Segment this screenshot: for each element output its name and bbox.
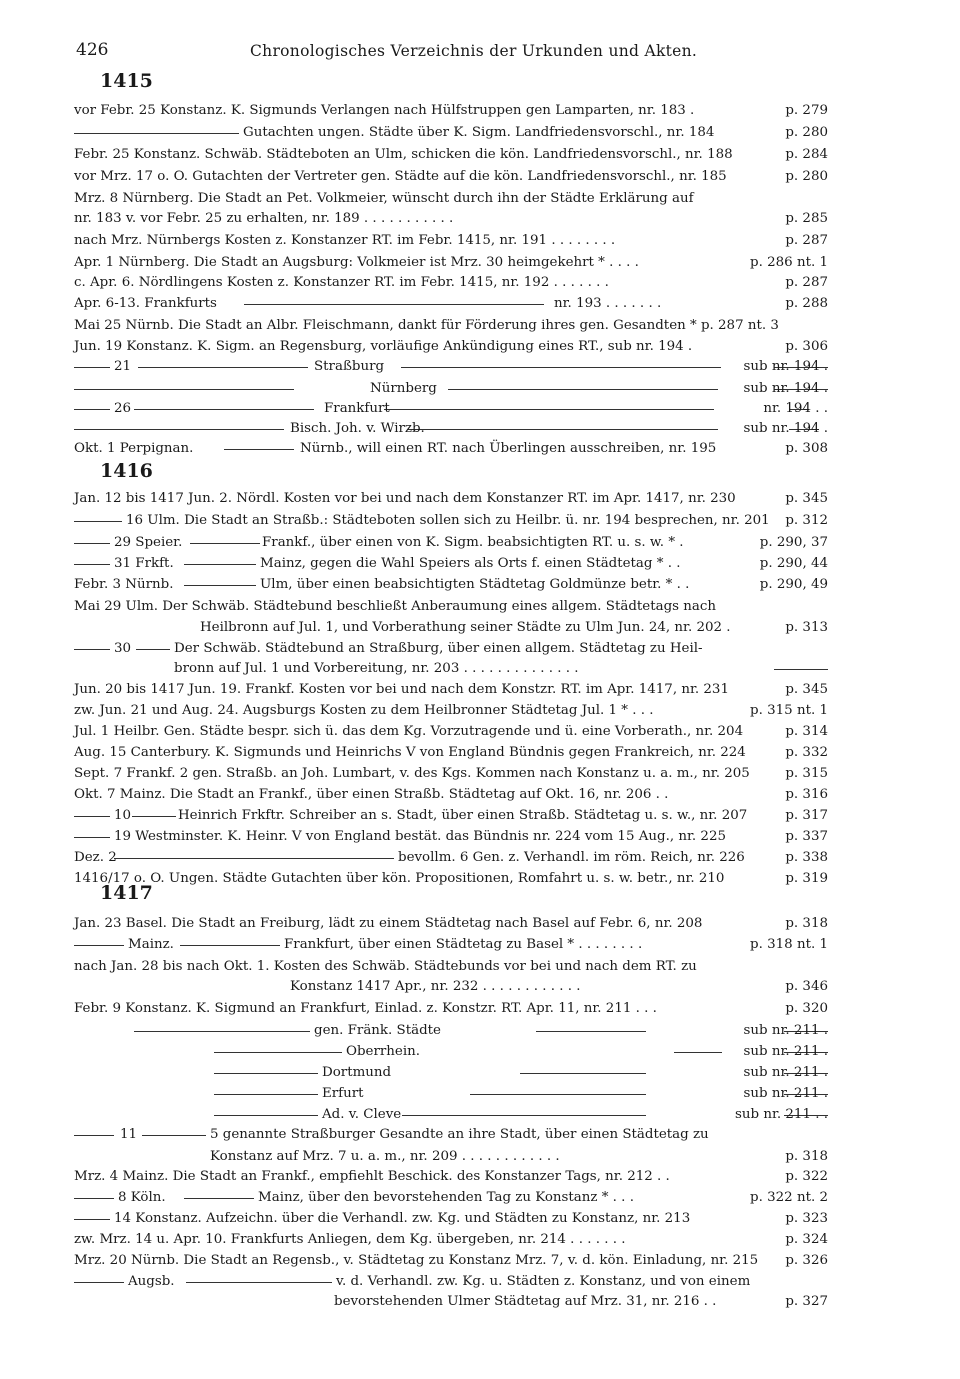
- entry-line: [74, 144, 828, 165]
- entry-line: [74, 913, 828, 934]
- entry-line: [74, 1124, 828, 1145]
- page-reference: p. 280: [785, 169, 828, 184]
- entry-text: Mai 29 Ulm. Der Schwäb. Städtebund beschließt Anberaumung eines allgem. Städtetags nach: [74, 599, 717, 614]
- entry-line: [74, 805, 828, 826]
- entry-continuation: Erfurt: [322, 1086, 364, 1101]
- entry-continuation: 5 genannte Straßburger Gesandte an ihre Stadt, über einen Städtetag zu: [210, 1127, 709, 1142]
- entry-line: [74, 976, 828, 997]
- entry-continuation: Nürnberg: [370, 381, 437, 396]
- entry-text: Konstanz 1417 Apr., nr. 232 . . . . . . . . . . . .: [290, 979, 581, 994]
- entry-text: Mrz. 20 Nürnb. Die Stadt an Regensb., v. Städtetag zu Konstanz Mrz. 7, v. d. kön. Einladung, nr. 215: [74, 1253, 759, 1268]
- entry-line: [74, 1083, 828, 1104]
- page-reference: p. 313: [785, 620, 828, 635]
- entry-text: Mrz. 8 Nürnberg. Die Stadt an Pet. Volkmeier, wünscht durch ihn der Städte Erklärung auf: [74, 191, 694, 206]
- entry-continuation: Dortmund: [322, 1065, 392, 1080]
- ditto-dash: [74, 521, 122, 522]
- ditto-dash: [74, 133, 239, 134]
- ditto-dash: [74, 945, 124, 946]
- page-reference: p. 308: [785, 441, 828, 456]
- page-reference: p. 322 nt. 2: [750, 1190, 828, 1205]
- page-reference: p. 324: [785, 1232, 828, 1247]
- ditto-dash: [520, 1073, 646, 1074]
- page-reference: p. 338: [785, 850, 828, 865]
- entry-line: [74, 272, 828, 293]
- entry-line: [74, 315, 828, 336]
- entry-text: Dez. 2: [74, 850, 117, 865]
- page-reference: sub nr. 194 .: [743, 421, 828, 436]
- page-reference: p. 337: [785, 829, 828, 844]
- entry-text: 30: [114, 641, 132, 656]
- page-reference: sub nr. 211 . .: [735, 1107, 828, 1122]
- entry-continuation: Frankf., über einen von K. Sigm. beabsichtigten RT. u. s. w. * .: [262, 535, 684, 550]
- ditto-dash: [74, 564, 110, 565]
- ditto-dash: [470, 1094, 646, 1095]
- entry-continuation: nr. 193 . . . . . . .: [554, 296, 662, 311]
- ditto-dash: [674, 1052, 722, 1053]
- ditto-dash: [401, 367, 721, 368]
- entry-line: [74, 438, 828, 459]
- entry-continuation: Mainz, gegen die Wahl Speiers als Orts f. einen Städtetag * . .: [260, 556, 681, 571]
- entry-text: Heilbronn auf Jul. 1, und Vorberathung seiner Städte zu Ulm Jun. 24, nr. 202 .: [200, 620, 731, 635]
- page-reference: p. 323: [785, 1211, 828, 1226]
- ditto-dash: [244, 304, 544, 305]
- entry-line: [74, 679, 828, 700]
- entry-text: Sept. 7 Frankf. 2 gen. Straßb. an Joh. Lumbart, v. des Kgs. Kommen nach Konstanz u. a. m., nr. 205: [74, 766, 750, 781]
- entry-text: vor Febr. 25 Konstanz. K. Sigmunds Verlangen nach Hülfstruppen gen Lamparten, nr. 183 .: [74, 103, 695, 118]
- page-reference: p. 286 nt. 1: [750, 255, 828, 270]
- entry-line: [74, 596, 828, 617]
- entry-line: [74, 826, 828, 847]
- ditto-dash: [74, 1198, 114, 1199]
- entry-text: zw. Jun. 21 und Aug. 24. Augsburgs Kosten zu dem Heilbronner Städtetag Jul. 1 * . . .: [74, 703, 654, 718]
- entry-line: [74, 847, 828, 868]
- entry-text: Jan. 12 bis 1417 Jun. 2. Nördl. Kosten vor bei und nach dem Konstanzer RT. im Apr. 1417, nr. 230: [74, 491, 736, 506]
- entry-text: Augsb.: [128, 1274, 175, 1289]
- entry-line: [74, 1291, 828, 1312]
- ditto-dash: [186, 1282, 332, 1283]
- entry-text: Jun. 20 bis 1417 Jun. 19. Frankf. Kosten vor bei und nach dem Konstzr. RT. im Apr. 1417, nr. 231: [74, 682, 729, 697]
- page-reference: p. 290, 49: [759, 577, 828, 592]
- entry-line: [74, 532, 828, 553]
- entry-text: Mrz. 4 Mainz. Die Stadt an Frankf., empfiehlt Beschick. des Konstanzer Tags, nr. 212 . .: [74, 1169, 670, 1184]
- page-reference: p. 279: [785, 103, 828, 118]
- entry-continuation: Frankfurt: [324, 401, 390, 416]
- ditto-dash: [214, 1073, 318, 1074]
- ditto-dash: [74, 543, 110, 544]
- entry-line: [74, 658, 828, 679]
- ditto-dash: [536, 1031, 646, 1032]
- ditto-dash: [74, 1282, 124, 1283]
- page-reference: p. 290, 37: [759, 535, 828, 550]
- entry-continuation: v. d. Verhandl. zw. Kg. u. Städten z. Konstanz, und von einem: [336, 1274, 751, 1289]
- entry-text: Konstanz auf Mrz. 7 u. a. m., nr. 209 . . . . . . . . . . . .: [210, 1149, 560, 1164]
- page-reference: sub nr. 211 .: [743, 1044, 828, 1059]
- entry-text: nach Jan. 28 bis nach Okt. 1. Kosten des Schwäb. Städtebunds vor bei und nach dem RT. zu: [74, 959, 697, 974]
- page-reference: p. 346: [785, 979, 828, 994]
- page-reference: p. 316: [785, 787, 828, 802]
- ditto-dash: [384, 409, 714, 410]
- entry-line: [74, 378, 828, 399]
- page-reference: p. 318 nt. 1: [750, 937, 828, 952]
- running-title: Chronologisches Verzeichnis der Urkunden und Akten.: [250, 42, 698, 60]
- entry-continuation: bevollm. 6 Gen. z. Verhandl. im röm. Reich, nr. 226: [398, 850, 745, 865]
- page-reference: p. 327: [785, 1294, 828, 1309]
- ditto-dash: [134, 1031, 310, 1032]
- page-reference: p. 285: [785, 211, 828, 226]
- entry-text: 21: [114, 359, 132, 374]
- ditto-dash: [408, 429, 718, 430]
- entry-line: [74, 721, 828, 742]
- entry-text: 11: [120, 1127, 138, 1142]
- entry-line: [74, 1062, 828, 1083]
- entry-line: [74, 418, 828, 439]
- entry-line: [74, 336, 828, 357]
- ditto-dash: [74, 367, 110, 368]
- entry-line: [74, 1229, 828, 1250]
- ditto-dash: [74, 649, 110, 650]
- entry-continuation: Bisch. Joh. v. Wirzb.: [290, 421, 425, 436]
- entry-text: Febr. 25 Konstanz. Schwäb. Städteboten an Ulm, schicken die kön. Landfriedensvorschl., nr. 188: [74, 147, 733, 162]
- entry-line: [74, 1187, 828, 1208]
- entry-line: [74, 1208, 828, 1229]
- page-reference: p. 320: [785, 1001, 828, 1016]
- entry-line: [74, 868, 828, 889]
- ditto-dash: [214, 1115, 318, 1116]
- entry-line: [74, 1104, 828, 1125]
- page-reference: sub nr. 211 .: [743, 1065, 828, 1080]
- page-reference: p. 288: [785, 296, 828, 311]
- page-reference: sub nr. 194 .: [743, 359, 828, 374]
- entry-text: c. Apr. 6. Nördlingens Kosten z. Konstanzer RT. im Febr. 1415, nr. 192 . . . . . . .: [74, 275, 609, 290]
- entry-text: vor Mrz. 17 o. O. Gutachten der Vertreter gen. Städte auf die kön. Landfriedensvorschl., nr. 185: [74, 169, 727, 184]
- entry-line: [74, 998, 828, 1019]
- ditto-dash: [132, 816, 176, 817]
- entry-continuation: Frankfurt, über einen Städtetag zu Basel * . . . . . . . .: [284, 937, 643, 952]
- entry-text: 31 Frkft.: [114, 556, 174, 571]
- entry-text: Jul. 1 Heilbr. Gen. Städte bespr. sich ü. das dem Kg. Vorzutragende und ü. eine Vorberath., nr. 204: [74, 724, 744, 739]
- page-reference: p. 318: [785, 1149, 828, 1164]
- ditto-dash: [74, 409, 110, 410]
- entry-line: [74, 100, 828, 121]
- entry-text: Jun. 19 Konstanz. K. Sigm. an Regensburg, vorläufige Ankündigung eines RT., sub nr. 194 .: [74, 339, 693, 354]
- page-reference: sub nr. 211 .: [743, 1023, 828, 1038]
- ditto-dash: [74, 837, 110, 838]
- ditto-dash: [134, 409, 314, 410]
- page-reference: p. 312: [785, 513, 828, 528]
- entry-line: [74, 1041, 828, 1062]
- entry-continuation: gen. Fränk. Städte: [314, 1023, 441, 1038]
- entry-text: zw. Mrz. 14 u. Apr. 10. Frankfurts Anliegen, dem Kg. übergeben, nr. 214 . . . . . . .: [74, 1232, 626, 1247]
- entry-text: 1416/17 o. O. Ungen. Städte Gutachten über kön. Propositionen, Romfahrt u. s. w. betr., nr. 210: [74, 871, 725, 886]
- page-reference: p. 306: [785, 339, 828, 354]
- entry-line: [74, 488, 828, 509]
- entry-continuation: Straßburg: [314, 359, 385, 374]
- page-reference: sub nr. 211 .: [743, 1086, 828, 1101]
- entry-line: [74, 700, 828, 721]
- entry-line: [74, 956, 828, 977]
- year-heading: 1417: [100, 882, 153, 904]
- entry-line: [74, 638, 828, 659]
- page-reference: p. 326: [785, 1253, 828, 1268]
- year-heading: 1416: [100, 460, 153, 482]
- ditto-dash: [214, 1094, 318, 1095]
- ditto-dash: [774, 669, 828, 670]
- entry-text: Jan. 23 Basel. Die Stadt an Freiburg, lädt zu einem Städtetag nach Basel auf Febr. 6, nr. 208: [74, 916, 703, 931]
- entry-line: [74, 1020, 828, 1041]
- entry-line: [74, 188, 828, 209]
- entry-text: nach Mrz. Nürnbergs Kosten z. Konstanzer RT. im Febr. 1415, nr. 191 . . . . . . . .: [74, 233, 616, 248]
- entry-line: [74, 742, 828, 763]
- ditto-dash: [136, 649, 170, 650]
- page-reference: p. 315: [785, 766, 828, 781]
- page-number: 426: [76, 40, 109, 60]
- page-reference: p. 280: [785, 125, 828, 140]
- entry-line: [74, 617, 828, 638]
- entry-line: [74, 356, 828, 377]
- entry-text: bevorstehenden Ulmer Städtetag auf Mrz. 31, nr. 216 . .: [334, 1294, 717, 1309]
- entry-continuation: Ad. v. Cleve: [322, 1107, 402, 1122]
- entry-line: [74, 293, 828, 314]
- page-reference: p. 345: [785, 682, 828, 697]
- entry-text: Febr. 9 Konstanz. K. Sigmund an Frankfurt, Einlad. z. Konstzr. RT. Apr. 11, nr. 211 . . .: [74, 1001, 657, 1016]
- entry-line: [74, 510, 828, 531]
- page-reference: p. 284: [785, 147, 828, 162]
- entry-text: Gutachten ungen. Städte über K. Sigm. Landfriedensvorschl., nr. 184: [243, 125, 715, 140]
- page-reference: p. 332: [785, 745, 828, 760]
- entry-text: 10: [114, 808, 132, 823]
- page-reference: p. 290, 44: [759, 556, 828, 571]
- entry-text: 14 Konstanz. Aufzeichn. über die Verhandl. zw. Kg. und Städten zu Konstanz, nr. 213: [114, 1211, 691, 1226]
- entry-line: [74, 1166, 828, 1187]
- entry-text: 29 Speier.: [114, 535, 183, 550]
- page-reference: nr. 194 . .: [763, 401, 828, 416]
- page-reference: p. 345: [785, 491, 828, 506]
- ditto-dash: [142, 1135, 206, 1136]
- ditto-dash: [214, 1052, 342, 1053]
- ditto-dash: [184, 1198, 254, 1199]
- entry-line: [74, 553, 828, 574]
- ditto-dash: [184, 585, 256, 586]
- page-reference: p. 318: [785, 916, 828, 931]
- entry-text: Okt. 1 Perpignan.: [74, 441, 194, 456]
- entry-continuation: Mainz, über den bevorstehenden Tag zu Konstanz * . . .: [258, 1190, 634, 1205]
- entry-continuation: Nürnb., will einen RT. nach Überlingen ausschreiben, nr. 195: [300, 441, 717, 456]
- page-reference: p. 315 nt. 1: [750, 703, 828, 718]
- page-reference: sub nr. 194 .: [743, 381, 828, 396]
- ditto-dash: [224, 449, 294, 450]
- entry-line: [74, 166, 828, 187]
- ditto-dash: [190, 543, 260, 544]
- ditto-dash: [74, 1135, 114, 1136]
- entry-text: 8 Köln.: [118, 1190, 166, 1205]
- ditto-dash: [74, 429, 284, 430]
- entry-text: Aug. 15 Canterbury. K. Sigmunds und Heinrichs V von England Bündnis gegen Frankreich, nr. 224: [74, 745, 746, 760]
- ditto-dash: [402, 1115, 646, 1116]
- ditto-dash: [448, 389, 718, 390]
- entry-continuation: Heinrich Frkftr. Schreiber an s. Stadt, über einen Straßb. Städtetag u. s. w., nr. 207: [178, 808, 748, 823]
- entry-line: [74, 1271, 828, 1292]
- entry-text: 26: [114, 401, 132, 416]
- ditto-dash: [74, 1219, 110, 1220]
- entry-line: [74, 934, 828, 955]
- entry-text: Febr. 3 Nürnb.: [74, 577, 174, 592]
- entry-text: Apr. 1 Nürnberg. Die Stadt an Augsburg: Volkmeier ist Mrz. 30 heimgekehrt * . . . .: [74, 255, 639, 270]
- entry-line: [74, 784, 828, 805]
- entry-line: [74, 208, 828, 229]
- entry-line: [74, 398, 828, 419]
- entry-line: [74, 1146, 828, 1167]
- page-reference: p. 314: [785, 724, 828, 739]
- entry-text: nr. 183 v. vor Febr. 25 zu erhalten, nr. 189 . . . . . . . . . . .: [74, 211, 454, 226]
- ditto-dash: [138, 367, 308, 368]
- page-reference: p. 322: [785, 1169, 828, 1184]
- ditto-dash: [74, 816, 110, 817]
- entry-line: [74, 574, 828, 595]
- page-reference: p. 319: [785, 871, 828, 886]
- year-heading: 1415: [100, 70, 153, 92]
- entry-text: 16 Ulm. Die Stadt an Straßb.: Städteboten sollen sich zu Heilbr. ü. nr. 194 besprechen, nr. 201: [126, 513, 770, 528]
- ditto-dash: [180, 945, 280, 946]
- page-reference: p. 287: [785, 233, 828, 248]
- entry-text: 19 Westminster. K. Heinr. V von England bestät. das Bündnis nr. 224 vom 15 Aug., nr. 225: [114, 829, 726, 844]
- entry-text: Apr. 6-13. Frankfurts: [74, 296, 217, 311]
- ditto-dash: [74, 389, 294, 390]
- entry-continuation: Der Schwäb. Städtebund an Straßburg, über einen allgem. Städtetag zu Heil-: [174, 641, 703, 656]
- entry-continuation: Oberrhein.: [346, 1044, 420, 1059]
- entry-line: [74, 1250, 828, 1271]
- entry-line: [74, 763, 828, 784]
- entry-line: [74, 252, 828, 273]
- ditto-dash: [114, 858, 394, 859]
- entry-text: Mai 25 Nürnb. Die Stadt an Albr. Fleischmann, dankt für Förderung ihres gen. Gesandten * p. 287 nt. 3: [74, 318, 779, 333]
- ditto-dash: [184, 564, 256, 565]
- page-reference: p. 317: [785, 808, 828, 823]
- entry-text: Okt. 7 Mainz. Die Stadt an Frankf., über einen Straßb. Städtetag auf Okt. 16, nr. 206 . .: [74, 787, 669, 802]
- entry-text: bronn auf Jul. 1 und Vorbereitung, nr. 203 . . . . . . . . . . . . . .: [174, 661, 579, 676]
- entry-continuation: Ulm, über einen beabsichtigten Städtetag Goldmünze betr. * . .: [260, 577, 690, 592]
- entry-line: [74, 122, 828, 143]
- page-reference: p. 287: [785, 275, 828, 290]
- entry-line: [74, 230, 828, 251]
- entry-text: Mainz.: [128, 937, 174, 952]
